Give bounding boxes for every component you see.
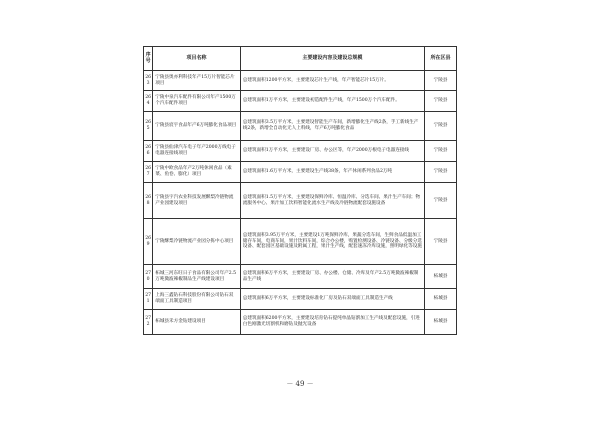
row-county: 柘城县 bbox=[425, 310, 457, 335]
table-row bbox=[144, 71, 457, 91]
table-row bbox=[144, 141, 457, 162]
row-county: 宁陵县 bbox=[425, 219, 457, 265]
row-county: 柘城县 bbox=[425, 289, 457, 310]
header-project-name: 项目名称 bbox=[153, 47, 241, 71]
row-project-name: 宁陵中欧食品年产2万吨休闲食品（素菜、鱼卷、膨化）项目 bbox=[153, 162, 241, 183]
row-number: 272 bbox=[144, 310, 153, 335]
row-project-name: 宁陵县宇汽农业科技发展酥梨冷链物流产业园建设项目 bbox=[153, 183, 241, 219]
table-row bbox=[144, 162, 457, 183]
row-county: 宁陵县 bbox=[425, 141, 457, 162]
row-project-name: 柘城县禾方金钻建设项目 bbox=[153, 310, 241, 335]
row-construction-content: 总建筑面积6200平方米，主要建设培育钻石提纯单晶钻割加工生产线及配套设施，引进白色刚激光切割机和磨钻及抛光设备 bbox=[240, 310, 424, 335]
row-number: 266 bbox=[144, 141, 153, 162]
row-project-name: 宁陵县奥亦利科技年产15万片智能芯片项目 bbox=[153, 71, 241, 91]
row-county: 宁陵县 bbox=[425, 71, 457, 91]
row-construction-content: 总建筑面积3.95万平方米，主要建设1万吨保鲜冷库，果蔬分选车间，生鲜食品低温加工储存车间，电商车间，果汁饮料车间，综合办公楼，购置检测设备、冷链设备、分级分选设备、配套园区基础设施及附属工程，果汁生产线，配套速冻冷库设施，照明绿化等设施 bbox=[240, 219, 424, 265]
row-county: 柘城县 bbox=[425, 265, 457, 289]
row-construction-content: 总建筑面积3.5万平方米，主要建设智能生产车间，新增膨化生产线2条，手工新线生产线2条，新增全自动化无人上料线，年产6万吨膨化食品 bbox=[240, 112, 424, 141]
row-construction-content: 总建筑面积1.6万平方米，主要建设生产线38条，年产休闲系列食品2万吨 bbox=[240, 162, 424, 183]
table-row bbox=[144, 219, 457, 265]
table-row bbox=[144, 112, 457, 141]
row-number: 271 bbox=[144, 289, 153, 310]
row-number: 268 bbox=[144, 183, 153, 219]
row-number: 270 bbox=[144, 265, 153, 289]
row-project-name: 宁陵县仙津汽车电子年产2000万线电子电器连接线项目 bbox=[153, 141, 241, 162]
row-project-name: 宁陵县宸宇食品年产6万吨膨化食品项目 bbox=[153, 112, 241, 141]
header-county: 所在区县 bbox=[425, 47, 457, 71]
row-number: 265 bbox=[144, 112, 153, 141]
row-construction-content: 总建筑面积6万平方米，主要建设标准化厂房及钻石双端面工具制造生产线 bbox=[240, 289, 424, 310]
project-table bbox=[143, 46, 457, 335]
row-construction-content: 总建筑面积1万平方米，主要建设厂房、办公区等，年产2000万根电子电器连接线 bbox=[240, 141, 424, 162]
header-no: 序号 bbox=[144, 47, 153, 71]
row-county: 宁陵县 bbox=[425, 183, 457, 219]
row-project-name: 柘城三河东旺日子食品有限公司年产2.5万吨微波辣椒制品生产线建设项目 bbox=[153, 265, 241, 289]
row-project-name: 宁陵酥梨冷链物流产业园分拣中心项目 bbox=[153, 219, 241, 265]
header-construction-content: 主要建设内容及建设总规模 bbox=[240, 47, 424, 71]
row-number: 267 bbox=[144, 162, 153, 183]
row-county: 宁陵县 bbox=[425, 112, 457, 141]
row-number: 269 bbox=[144, 219, 153, 265]
row-construction-content: 总建筑面积1万平方米，主要建设初造配件生产线，年产1500万个汽车配件。 bbox=[240, 91, 424, 112]
row-project-name: 上海三鑫钻石科技股份有限公司钻石双端面工具制造项目 bbox=[153, 289, 241, 310]
row-project-name: 宁陵中泉汽车配件有限公司年产1500万个汽车配件项目 bbox=[153, 91, 241, 112]
table-row bbox=[144, 289, 457, 310]
page-number: － 49 － bbox=[286, 380, 314, 388]
row-county: 宁陵县 bbox=[425, 91, 457, 112]
row-county: 宁陵县 bbox=[425, 162, 457, 183]
row-construction-content: 总建筑面积6万平方米，主要建设厂房、办公楼、仓储、冷库及年产2.5万吨微波辣椒制品生产线 bbox=[240, 265, 424, 289]
table-body bbox=[144, 71, 457, 335]
row-number: 263 bbox=[144, 71, 153, 91]
row-construction-content: 总建筑面积1.5万平方米，主要建设保鲜冷库、恒温冷库、分选车间、果汁生产车间；物流服务中心、果汁加工饮料智能化流水生产线及冷链物流配套设施设备 bbox=[240, 183, 424, 219]
table-row bbox=[144, 183, 457, 219]
table-header-row bbox=[144, 47, 457, 71]
table-row bbox=[144, 265, 457, 289]
table-row bbox=[144, 91, 457, 112]
table-row bbox=[144, 310, 457, 335]
row-number: 264 bbox=[144, 91, 153, 112]
row-construction-content: 总建筑面积1200平方米，主要建设芯片生产线，年产智能芯片15万片。 bbox=[240, 71, 424, 91]
